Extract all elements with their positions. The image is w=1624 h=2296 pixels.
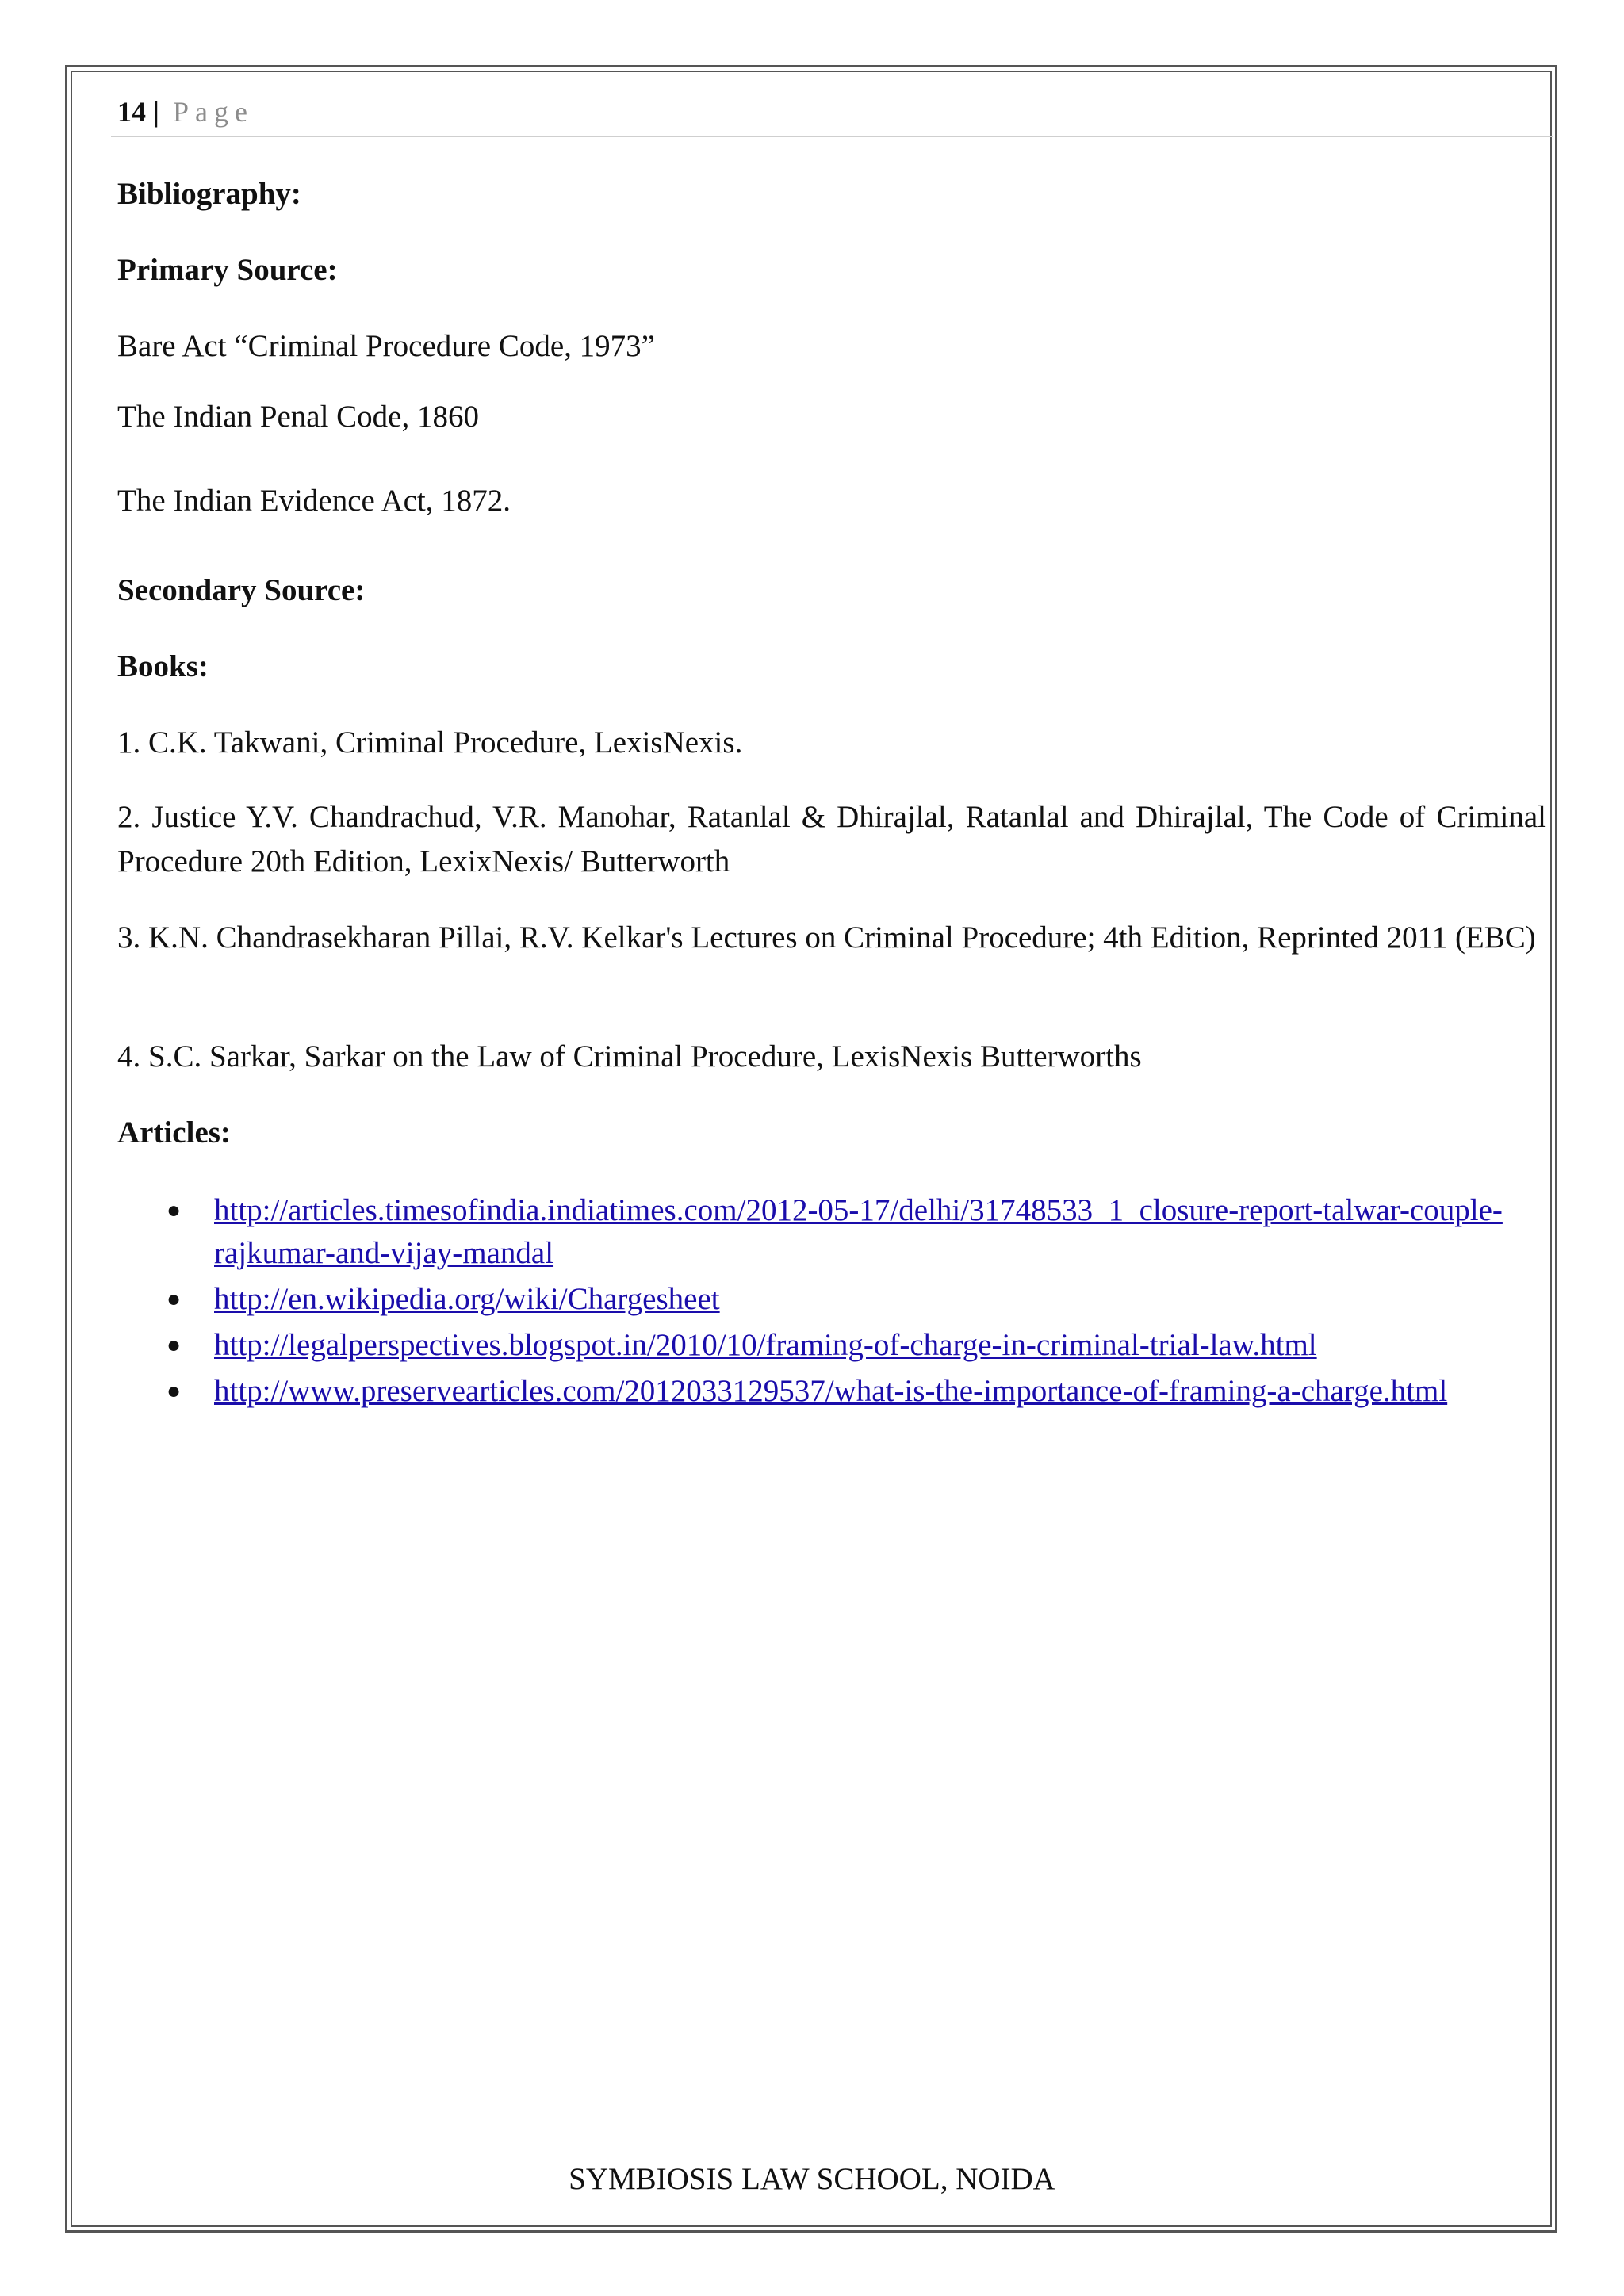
article-link[interactable]: http://articles.timesofindia.indiatimes.com/2012-05-17/delhi/31748533_1_closure-report-talwar-couple-rajkumar-and-vijay-mandal: [214, 1193, 1503, 1270]
list-item: [117, 1324, 1553, 1367]
article-link[interactable]: http://en.wikipedia.org/wiki/Chargesheet: [214, 1282, 720, 1316]
bullet-icon: ●: [167, 1378, 182, 1404]
primary-source-item: Bare Act “Criminal Procedure Code, 1973”: [117, 329, 655, 363]
article-link[interactable]: http://www.preservearticles.com/2012033129537/what-is-the-importance-of-framing-a-charge.html: [214, 1374, 1448, 1408]
book-entry: 2. Justice Y.V. Chandrachud, V.R. Manohar, Ratanlal & Dhirajlal, Ratanlal and Dhirajlal, The Code of Criminal Procedure 20th Edition, LexixNexis/ Butterworth: [117, 800, 1546, 878]
list-item: [117, 1278, 1553, 1321]
articles-heading: Articles:: [117, 1115, 231, 1150]
page-header: [117, 95, 1546, 136]
list-item: [117, 1189, 1505, 1275]
primary-source-item: The Indian Evidence Act, 1872.: [117, 484, 511, 518]
list-item: [117, 1370, 1553, 1413]
page-border-inner: [71, 71, 1552, 2227]
articles-list: [117, 1189, 1553, 1416]
secondary-source-heading: Secondary Source:: [117, 573, 366, 607]
page-number: 14: [117, 96, 146, 128]
page-word: Page: [172, 96, 254, 128]
header-separator: |: [153, 96, 159, 128]
book-entry: 1. C.K. Takwani, Criminal Procedure, LexisNexis.: [117, 725, 743, 760]
bullet-icon: ●: [167, 1332, 182, 1358]
bullet-icon: ●: [167, 1197, 182, 1223]
header-rule: [111, 136, 1553, 137]
primary-source-item: The Indian Penal Code, 1860: [117, 400, 479, 434]
bullet-icon: ●: [167, 1286, 182, 1312]
page-footer: SYMBIOSIS LAW SCHOOL, NOIDA: [569, 2162, 1055, 2196]
bibliography-heading: Bibliography:: [117, 177, 301, 211]
primary-source-heading: Primary Source:: [117, 253, 338, 287]
book-entry: 4. S.C. Sarkar, Sarkar on the Law of Criminal Procedure, LexisNexis Butterworths: [117, 1039, 1142, 1073]
books-heading: Books:: [117, 649, 209, 683]
book-entry: 3. K.N. Chandrasekharan Pillai, R.V. Kelkar's Lectures on Criminal Procedure; 4th Edition, Reprinted 2011 (EBC): [117, 920, 1536, 955]
article-link[interactable]: http://legalperspectives.blogspot.in/2010/10/framing-of-charge-in-criminal-trial-law.html: [214, 1328, 1317, 1362]
